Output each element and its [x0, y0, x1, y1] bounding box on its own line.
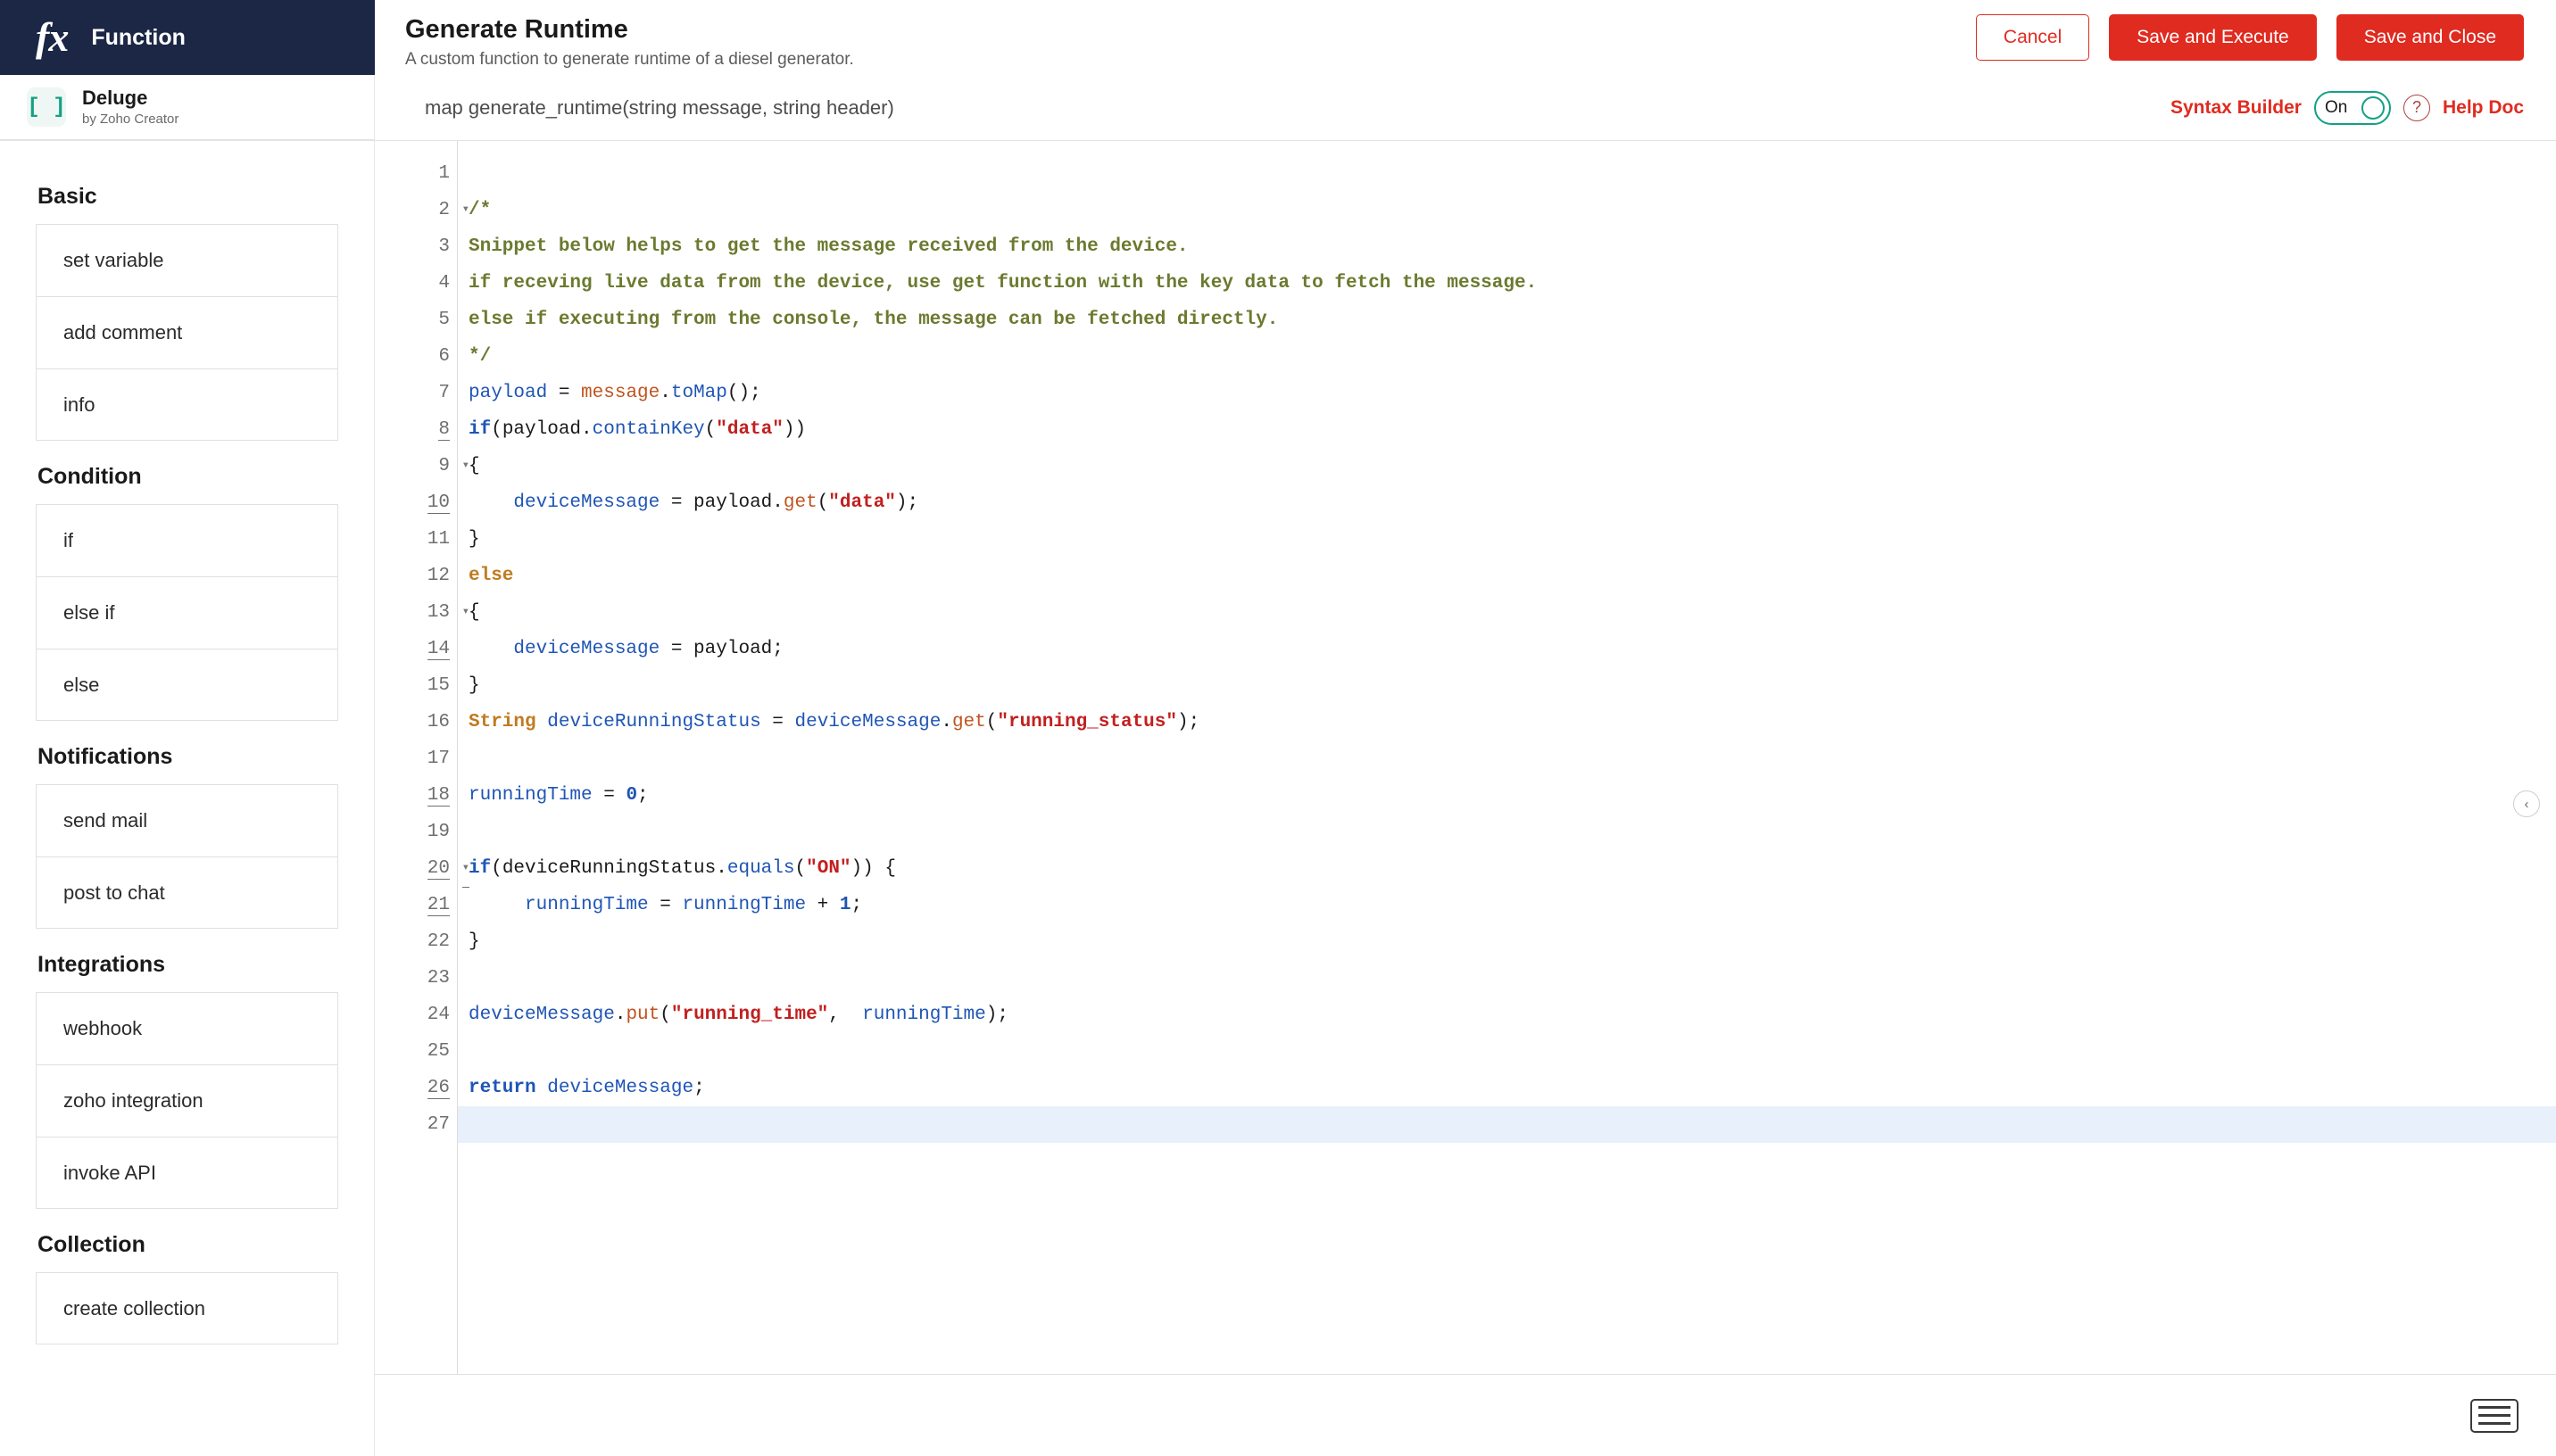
- code-line[interactable]: [458, 777, 2556, 814]
- line-number: 1: [438, 163, 450, 184]
- fold-arrow-icon[interactable]: ▾: [462, 850, 469, 888]
- code-token: runningTime: [862, 1005, 986, 1025]
- line-number: 12: [427, 566, 450, 586]
- code-token: "data": [716, 419, 784, 440]
- sidebar-section-title-basic: Basic: [37, 184, 97, 209]
- code-token: get: [783, 492, 817, 513]
- code-token: message: [581, 383, 660, 403]
- language-byline: by Zoho Creator: [82, 112, 179, 128]
- code-line[interactable]: [458, 411, 2556, 448]
- code-token: (deviceRunningStatus.: [491, 858, 727, 879]
- code-line[interactable]: [458, 960, 2556, 997]
- line-number: 7: [438, 383, 450, 403]
- code-token: );: [895, 492, 919, 513]
- line-number: 20 ▾: [375, 850, 457, 887]
- code-line[interactable]: [458, 1070, 2556, 1106]
- sidebar-section-title-integrations: Integrations: [37, 952, 166, 977]
- syntax-builder-label: Syntax Builder: [2170, 96, 2302, 118]
- code-line[interactable]: [458, 448, 2556, 484]
- line-number: 25: [427, 1041, 450, 1062]
- help-doc-link[interactable]: Help Doc: [2442, 96, 2524, 118]
- page-title-area: [375, 0, 1976, 75]
- fold-arrow-icon[interactable]: ▾: [461, 203, 469, 217]
- signature-bar: [0, 75, 2556, 141]
- code-content[interactable]: [457, 141, 2556, 1374]
- function-signature[interactable]: map generate_runtime(string message, string header): [425, 95, 894, 119]
- code-line[interactable]: [458, 631, 2556, 667]
- code-token: .: [660, 383, 671, 403]
- code-line[interactable]: [458, 302, 2556, 338]
- code-token: deviceMessage: [469, 1005, 615, 1025]
- code-token: deviceRunningStatus: [547, 712, 761, 732]
- language-text: [82, 87, 178, 127]
- sidebar-item-post-to-chat[interactable]: post to chat: [36, 856, 338, 929]
- sidebar-section-title-notifications: Notifications: [37, 744, 173, 769]
- top-actions: [1976, 0, 2556, 75]
- editor-footer: [375, 1374, 2556, 1456]
- line-number: 4: [438, 273, 450, 294]
- line-number: 10: [427, 492, 450, 513]
- code-token: 0: [626, 785, 638, 806]
- code-token: return: [469, 1078, 536, 1098]
- syntax-builder-toggle-state: On: [2324, 97, 2348, 117]
- code-token: runningTime: [469, 785, 593, 806]
- code-line[interactable]: [458, 704, 2556, 740]
- code-token: "data": [828, 492, 896, 513]
- code-token: .: [941, 712, 952, 732]
- code-token: = payload.: [660, 492, 784, 513]
- code-token: +: [806, 895, 840, 915]
- code-line[interactable]: [458, 1106, 2556, 1143]
- code-token: "running_status": [997, 712, 1177, 732]
- code-token: =: [760, 712, 795, 732]
- line-number: 27: [427, 1114, 450, 1135]
- code-token: /*: [469, 200, 492, 220]
- toggle-knob-icon: [2361, 96, 2385, 120]
- line-number: 14: [427, 639, 450, 659]
- code-token: (: [704, 419, 717, 440]
- code-line[interactable]: [458, 594, 2556, 631]
- code-line[interactable]: [458, 338, 2556, 375]
- code-token: payload: [469, 383, 548, 403]
- line-number: 3: [438, 236, 450, 257]
- sidebar-item-set-variable[interactable]: set variable: [36, 224, 338, 296]
- line-number: 21: [427, 895, 450, 915]
- line-number: 26: [427, 1078, 450, 1098]
- cancel-button[interactable]: Cancel: [1976, 14, 2089, 61]
- code-token: put: [626, 1005, 660, 1025]
- main-body: [0, 141, 2556, 1456]
- code-token: 1: [839, 895, 851, 915]
- fold-arrow-icon[interactable]: ▾: [461, 459, 469, 473]
- sidebar-item-zoho-integration[interactable]: zoho integration: [36, 1064, 338, 1137]
- brand-block: [0, 0, 375, 75]
- code-line[interactable]: [458, 558, 2556, 594]
- code-token: .: [614, 1005, 627, 1025]
- line-number: 9 ▾: [375, 448, 457, 484]
- fx-logo-icon: fx: [36, 14, 69, 60]
- code-token: =: [592, 785, 627, 806]
- code-token: =: [547, 383, 582, 403]
- code-token: if: [469, 858, 492, 879]
- code-token: =: [648, 895, 683, 915]
- code-line[interactable]: [458, 155, 2556, 192]
- sidebar-item-if[interactable]: if: [36, 504, 338, 576]
- code-token: )) {: [851, 858, 896, 879]
- deluge-icon: [ ]: [27, 87, 66, 127]
- code-line[interactable]: [458, 997, 2556, 1033]
- code-token: ;: [637, 785, 649, 806]
- language-block: [0, 75, 375, 140]
- code-token: toMap: [670, 383, 727, 403]
- code-line[interactable]: [458, 192, 2556, 228]
- sidebar-item-add-comment[interactable]: add comment: [36, 296, 338, 368]
- top-bar: [0, 0, 2556, 75]
- code-token: ();: [726, 383, 761, 403]
- code-token: runningTime: [469, 895, 649, 915]
- code-token: deviceMessage: [469, 639, 660, 659]
- code-token: }: [469, 529, 480, 550]
- code-line[interactable]: [458, 667, 2556, 704]
- snippet-sidebar[interactable]: [0, 141, 375, 1456]
- line-number-gutter: [375, 141, 469, 1374]
- code-token: runningTime: [682, 895, 807, 915]
- code-token: Snippet below helps to get the message received from the device.: [469, 236, 1189, 257]
- code-line[interactable]: [458, 375, 2556, 411]
- code-token: {: [469, 602, 480, 623]
- code-token: {: [469, 456, 480, 476]
- code-token: else if executing from the console, the message can be fetched directly.: [469, 310, 1279, 330]
- sidebar-item-create-collection[interactable]: create collection: [36, 1272, 338, 1344]
- code-token: (payload.: [491, 419, 593, 440]
- code-token: if: [469, 419, 492, 440]
- line-number: 23: [427, 968, 450, 989]
- code-token: "ON": [806, 858, 851, 879]
- sidebar-item-info[interactable]: info: [36, 368, 338, 441]
- line-number: 11: [427, 529, 450, 550]
- language-name: Deluge: [82, 86, 148, 109]
- code-token: ;: [693, 1078, 705, 1098]
- syntax-builder-area: [2170, 75, 2556, 140]
- sidebar-item-webhook[interactable]: webhook: [36, 992, 338, 1064]
- code-token: get: [951, 712, 986, 732]
- code-token: )): [783, 419, 807, 440]
- line-number: 8: [438, 419, 450, 440]
- code-line[interactable]: [458, 228, 2556, 265]
- save-and-close-button[interactable]: Save and Close: [2336, 14, 2524, 61]
- code-line[interactable]: [458, 887, 2556, 923]
- code-line[interactable]: [458, 1033, 2556, 1070]
- code-token: }: [469, 931, 480, 952]
- line-number: 17: [427, 749, 450, 769]
- code-line[interactable]: [458, 265, 2556, 302]
- sidebar-item-send-mail[interactable]: send mail: [36, 784, 338, 856]
- code-token: ,: [828, 1005, 863, 1025]
- syntax-builder-toggle[interactable]: [2314, 91, 2391, 125]
- panel-collapse-icon[interactable]: ‹: [2513, 790, 2540, 817]
- line-number: 16: [427, 712, 450, 732]
- line-number: 5: [438, 310, 450, 330]
- line-number: 24: [427, 1005, 450, 1025]
- code-token: [536, 712, 548, 732]
- line-number: 6: [438, 346, 450, 367]
- code-token: (: [985, 712, 998, 732]
- sidebar-item-else-if[interactable]: else if: [36, 576, 338, 649]
- code-token: );: [1177, 712, 1200, 732]
- code-token: (: [660, 1005, 671, 1025]
- code-token: (: [817, 492, 829, 513]
- sidebar-section-title-condition: Condition: [37, 464, 142, 489]
- code-token: deviceMessage: [547, 1078, 694, 1098]
- line-number: 18: [427, 785, 450, 806]
- line-number: 19: [427, 822, 450, 842]
- code-line[interactable]: [458, 923, 2556, 960]
- code-line[interactable]: [458, 521, 2556, 558]
- sidebar-section-title-collection: Collection: [37, 1232, 145, 1257]
- line-number: 22: [427, 931, 450, 952]
- save-and-execute-button[interactable]: Save and Execute: [2109, 14, 2316, 61]
- code-editor: [375, 141, 2556, 1456]
- keyboard-icon[interactable]: [2470, 1399, 2519, 1433]
- code-token: [536, 1078, 548, 1098]
- code-line[interactable]: [458, 850, 2556, 887]
- line-number: 15: [427, 675, 450, 696]
- code-line[interactable]: [458, 484, 2556, 521]
- code-token: );: [985, 1005, 1008, 1025]
- code-token: */: [469, 346, 492, 367]
- code-token: if receving live data from the device, use get function with the key data to fetch the message.: [469, 273, 1538, 294]
- page-subtitle: A custom function to generate runtime of a diesel generator.: [405, 50, 854, 70]
- brand-title: Function: [91, 24, 186, 50]
- code-token: equals: [726, 858, 795, 879]
- code-token: ;: [851, 895, 863, 915]
- code-area[interactable]: [375, 141, 2556, 1374]
- page-title: Generate Runtime: [405, 14, 628, 44]
- code-token: String: [469, 712, 536, 732]
- code-token: deviceMessage: [469, 492, 660, 513]
- code-token: }: [469, 675, 480, 696]
- code-line[interactable]: [458, 740, 2556, 777]
- code-token: (: [794, 858, 807, 879]
- fold-arrow-icon[interactable]: ▾: [461, 605, 469, 619]
- code-token: "running_time": [670, 1005, 829, 1025]
- line-number: 2 ▾: [375, 192, 457, 228]
- line-number: 13 ▾: [375, 594, 457, 631]
- help-question-icon[interactable]: ?: [2403, 95, 2430, 121]
- sidebar-item-invoke-api[interactable]: invoke API: [36, 1137, 338, 1209]
- code-token: deviceMessage: [794, 712, 942, 732]
- code-token: else: [469, 566, 514, 586]
- code-line[interactable]: [458, 814, 2556, 850]
- sidebar-item-else[interactable]: else: [36, 649, 338, 721]
- code-token: = payload;: [660, 639, 784, 659]
- code-token: containKey: [592, 419, 705, 440]
